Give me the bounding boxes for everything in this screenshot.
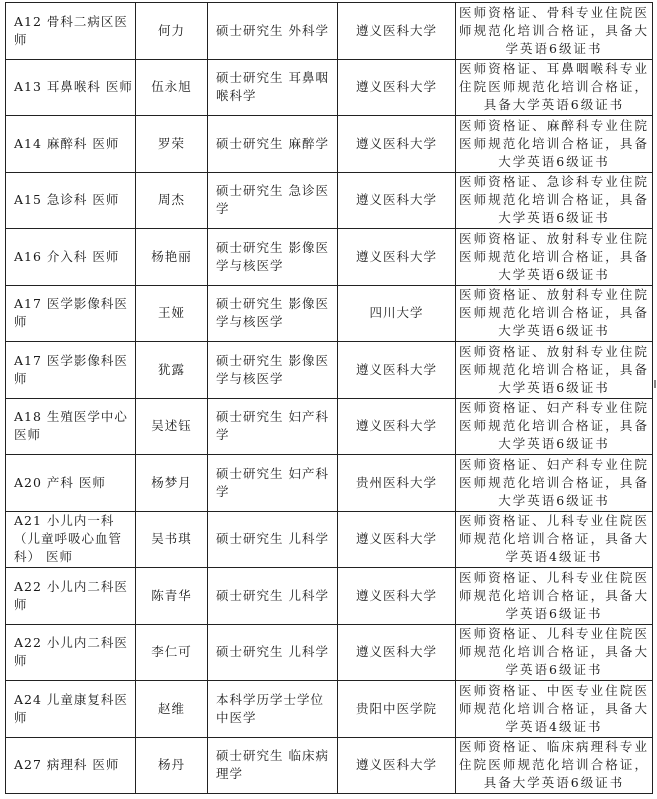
table-row — [6, 172, 653, 229]
name-cell: 杨丹 — [136, 737, 208, 794]
requirements-cell: 医师资格证、麻醉科专业住院医师规范化培训合格证，具备大学英语6级证书 — [456, 116, 653, 173]
school-cell: 贵州医科大学 — [338, 455, 456, 512]
table-row — [6, 116, 653, 173]
requirements-cell: 医师资格证、儿科专业住院医师规范化培训合格证，具备大学英语6级证书 — [456, 624, 653, 681]
name-cell: 杨梦月 — [136, 455, 208, 512]
post-cell: A17 医学影像科医师 — [6, 285, 136, 342]
table-row — [6, 455, 653, 512]
name-cell: 罗荣 — [136, 116, 208, 173]
post-cell: A14 麻醉科 医师 — [6, 116, 136, 173]
education-cell: 硕士研究生 儿科学 — [208, 568, 338, 625]
education-cell: 本科学历学士学位 中医学 — [208, 681, 338, 738]
school-cell: 遵义医科大学 — [338, 342, 456, 399]
requirements-cell: 医师资格证、放射科专业住院医师规范化培训合格证，具备大学英语6级证书 — [456, 285, 653, 342]
requirements-cell: 医师资格证、中医专业住院医师规范化培训合格证，具备大学英语4级证书 — [456, 681, 653, 738]
education-cell: 硕士研究生 影像医学与核医学 — [208, 285, 338, 342]
requirements-cell: 医师资格证、儿科专业住院医师规范化培训合格证，具备大学英语4级证书 — [456, 511, 653, 568]
requirements-cell: 医师资格证、妇产科专业住院医师规范化培训合格证，具备大学英语6级证书 — [456, 455, 653, 512]
table-row — [6, 3, 653, 60]
table-row — [6, 342, 653, 399]
school-cell: 遵义医科大学 — [338, 229, 456, 286]
school-cell: 遵义医科大学 — [338, 172, 456, 229]
table-row — [6, 681, 653, 738]
education-cell: 硕士研究生 急诊医学 — [208, 172, 338, 229]
requirements-cell: 医师资格证、妇产科专业住院医师规范化培训合格证，具备大学英语6级证书 — [456, 398, 653, 455]
name-cell: 伍永旭 — [136, 59, 208, 116]
name-cell: 吴述钰 — [136, 398, 208, 455]
school-cell: 遵义医科大学 — [338, 398, 456, 455]
post-cell: A16 介入科 医师 — [6, 229, 136, 286]
education-cell: 硕士研究生 临床病理学 — [208, 737, 338, 794]
table-row — [6, 737, 653, 794]
requirements-cell: 医师资格证、放射科专业住院医师规范化培训合格证，具备大学英语6级证书 — [456, 229, 653, 286]
post-cell: A15 急诊科 医师 — [6, 172, 136, 229]
name-cell: 赵维 — [136, 681, 208, 738]
table-row — [6, 568, 653, 625]
education-cell: 硕士研究生 影像医学与核医学 — [208, 229, 338, 286]
requirements-cell: 医师资格证、儿科专业住院医师规范化培训合格证，具备大学英语6级证书 — [456, 568, 653, 625]
post-cell: A20 产科 医师 — [6, 455, 136, 512]
table-row — [6, 59, 653, 116]
school-cell: 四川大学 — [338, 285, 456, 342]
name-cell: 周杰 — [136, 172, 208, 229]
education-cell: 硕士研究生 儿科学 — [208, 511, 338, 568]
education-cell: 硕士研究生 影像医学与核医学 — [208, 342, 338, 399]
table-row — [6, 285, 653, 342]
requirements-cell: 医师资格证、急诊科专业住院医师规范化培训合格证，具备大学英语6级证书 — [456, 172, 653, 229]
education-cell: 硕士研究生 妇产科学 — [208, 398, 338, 455]
name-cell: 犹露 — [136, 342, 208, 399]
school-cell: 遵义医科大学 — [338, 511, 456, 568]
table-body — [6, 3, 653, 794]
name-cell: 王娅 — [136, 285, 208, 342]
table-row — [6, 624, 653, 681]
post-cell: A18 生殖医学中心医师 — [6, 398, 136, 455]
requirements-cell: 医师资格证、放射科专业住院医师规范化培训合格证，具备大学英语6级证书 — [456, 342, 653, 399]
education-cell: 硕士研究生 儿科学 — [208, 624, 338, 681]
table-row — [6, 229, 653, 286]
name-cell: 杨艳丽 — [136, 229, 208, 286]
post-cell: A21 小儿内一科（儿童呼吸心血管科） 医师 — [6, 511, 136, 568]
name-cell: 陈青华 — [136, 568, 208, 625]
post-cell: A17 医学影像科医师 — [6, 342, 136, 399]
school-cell: 遵义医科大学 — [338, 59, 456, 116]
post-cell: A24 儿童康复科医师 — [6, 681, 136, 738]
table-row — [6, 398, 653, 455]
school-cell: 贵阳中医学院 — [338, 681, 456, 738]
name-cell: 吴书琪 — [136, 511, 208, 568]
post-cell: A22 小儿内二科医师 — [6, 624, 136, 681]
name-cell: 何力 — [136, 3, 208, 60]
school-cell: 遵义医科大学 — [338, 3, 456, 60]
school-cell: 遵义医科大学 — [338, 116, 456, 173]
requirements-cell: 医师资格证、临床病理科专业住院医师规范化培训合格证，具备大学英语6级证书 — [456, 737, 653, 794]
school-cell: 遵义医科大学 — [338, 737, 456, 794]
education-cell: 硕士研究生 妇产科学 — [208, 455, 338, 512]
education-cell: 硕士研究生 耳鼻咽喉科学 — [208, 59, 338, 116]
post-cell: A13 耳鼻喉科 医师 — [6, 59, 136, 116]
school-cell: 遵义医科大学 — [338, 568, 456, 625]
requirements-cell: 医师资格证、骨科专业住院医师规范化培训合格证，具备大学英语6级证书 — [456, 3, 653, 60]
requirements-cell: 医师资格证、耳鼻咽喉科专业住院医师规范化培训合格证，具备大学英语6级证书 — [456, 59, 653, 116]
post-cell: A12 骨科二病区医师 — [6, 3, 136, 60]
post-cell: A27 病理科 医师 — [6, 737, 136, 794]
name-cell: 李仁可 — [136, 624, 208, 681]
post-cell: A22 小儿内二科医师 — [6, 568, 136, 625]
education-cell: 硕士研究生 外科学 — [208, 3, 338, 60]
school-cell: 遵义医科大学 — [338, 624, 456, 681]
table-row — [6, 511, 653, 568]
edge-mark — [654, 380, 656, 388]
personnel-table — [5, 2, 653, 794]
education-cell: 硕士研究生 麻醉学 — [208, 116, 338, 173]
